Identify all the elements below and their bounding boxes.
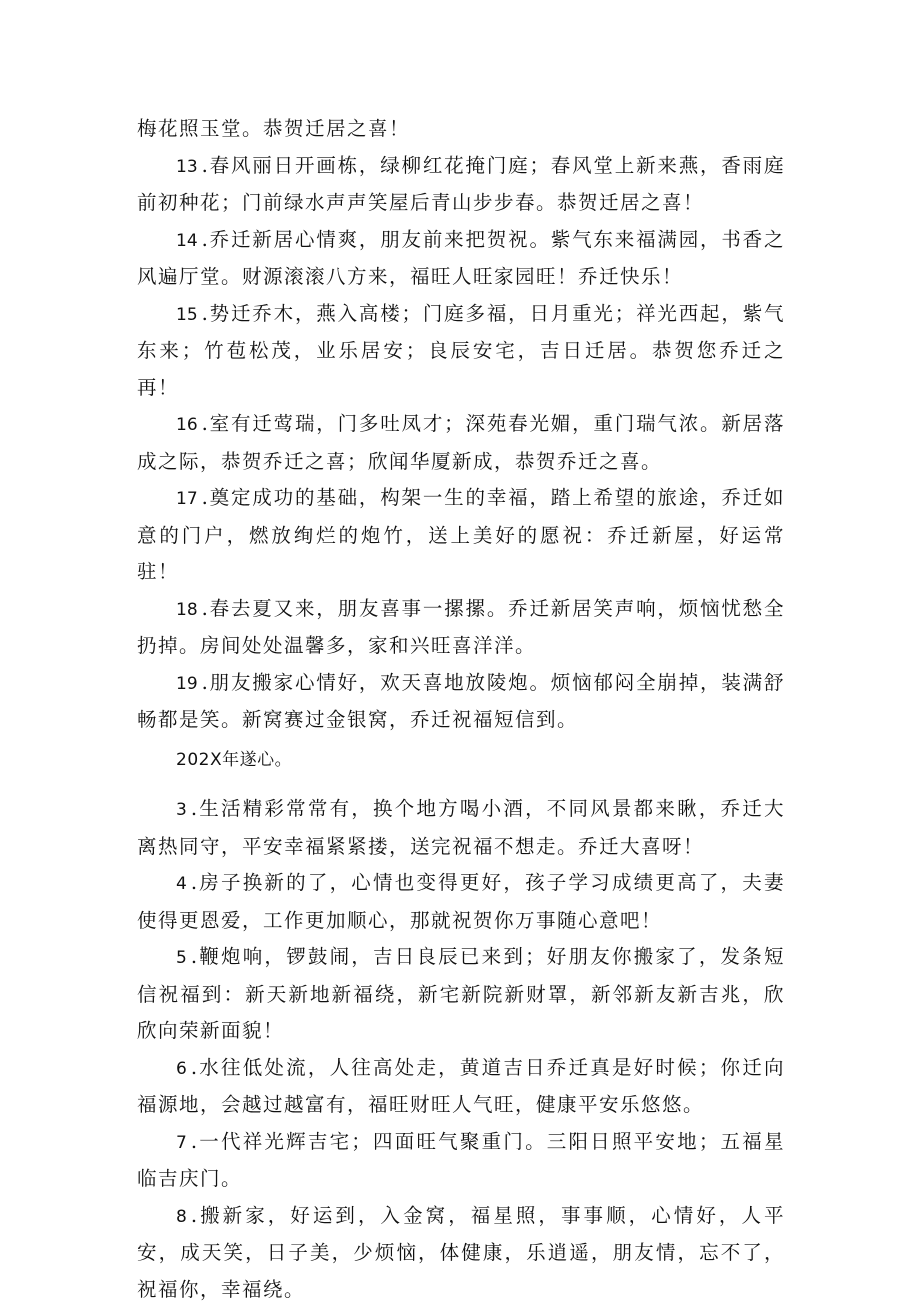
list-item bbox=[137, 148, 785, 222]
item-number: 5 bbox=[176, 948, 187, 968]
item-number: 4 bbox=[176, 874, 187, 894]
item-text: .水往低处流，人往高处走，黄道吉日乔迁真是好时候；你迁向福源地，会越过越富有，福旺财旺人气旺，健康平安乐悠悠。 bbox=[137, 1056, 785, 1117]
list-item bbox=[137, 939, 785, 1050]
item-text: .势迁乔木，燕入高楼；门庭多福，日月重光；祥光西起，紫气东来；竹苞松茂，业乐居安；良辰安宅，吉日迁居。恭贺您乔迁之再！ bbox=[137, 302, 785, 399]
list-item bbox=[137, 791, 785, 865]
list-item bbox=[137, 296, 785, 407]
list-item bbox=[137, 591, 785, 665]
list-item bbox=[137, 1198, 785, 1308]
item-number: 8 bbox=[176, 1207, 187, 1227]
standalone-line: 202X年遂心。 bbox=[137, 742, 785, 779]
item-text: .室有迁莺瑞，门多吐凤才；深苑春光媚，重门瑞气浓。新居落成之际，恭贺乔迁之喜；欣闻华厦新成，恭贺乔迁之喜。 bbox=[137, 412, 785, 473]
list-item bbox=[137, 1124, 785, 1198]
item-text: .朋友搬家心情好，欢天喜地放陵炮。烦恼郁闷全崩掉，装满舒畅都是笑。新窝赛过金银窝，乔迁祝福短信到。 bbox=[137, 671, 785, 732]
item-text: .一代祥光辉吉宅；四面旺气聚重门。三阳日照平安地；五福星临吉庆门。 bbox=[137, 1130, 785, 1191]
list-item bbox=[137, 222, 785, 296]
item-number: 16 bbox=[176, 415, 198, 435]
item-text: .春风丽日开画栋，绿柳红花掩门庭；春风堂上新来燕，香雨庭前初种花；门前绿水声声笑屋后青山步步春。恭贺迁居之喜！ bbox=[137, 154, 785, 215]
list-item bbox=[137, 406, 785, 480]
item-text: .生活精彩常常有，换个地方喝小酒，不同风景都来瞅，乔迁大离热同守，平安幸福紧紧搂，送完祝福不想走。乔迁大喜呀！ bbox=[137, 797, 785, 858]
list-item bbox=[137, 665, 785, 739]
document-body bbox=[137, 111, 785, 1308]
list-item bbox=[137, 865, 785, 939]
item-text: .搬新家，好运到，入金窝，福星照，事事顺，心情好，人平安，成天笑，日子美，少烦恼，体健康，乐逍遥，朋友情，忘不了，祝福你，幸福绕。 bbox=[137, 1204, 785, 1301]
item-number: 14 bbox=[176, 231, 198, 251]
item-text: .乔迁新居心情爽，朋友前来把贺祝。紫气东来福满园，书香之风遍厅堂。财源滚滚八方来，福旺人旺家园旺！乔迁快乐！ bbox=[137, 228, 785, 289]
item-number: 19 bbox=[176, 674, 198, 694]
item-text: .春去夏又来，朋友喜事一摞摞。乔迁新居笑声响，烦恼忧愁全扔掉。房间处处温馨多，家和兴旺喜洋洋。 bbox=[137, 597, 785, 658]
list-item bbox=[137, 480, 785, 591]
item-text: .房子换新的了，心情也变得更好，孩子学习成绩更高了，夫妻使得更恩爱，工作更加顺心，那就祝贺你万事随心意吧！ bbox=[137, 871, 785, 932]
item-number: 17 bbox=[176, 489, 198, 509]
intro-paragraph: 梅花照玉堂。恭贺迁居之喜！ bbox=[137, 111, 785, 148]
item-text: .鞭炮响，锣鼓闹，吉日良辰已来到；好朋友你搬家了，发条短信祝福到：新天新地新福绕，新宅新院新财罩，新邻新友新吉兆，欣欣向荣新面貌！ bbox=[137, 945, 785, 1042]
item-number: 3 bbox=[176, 800, 187, 820]
item-number: 18 bbox=[176, 600, 198, 620]
item-number: 6 bbox=[176, 1059, 187, 1079]
item-number: 7 bbox=[176, 1133, 187, 1153]
list-item bbox=[137, 1050, 785, 1124]
item-number: 13 bbox=[176, 157, 198, 177]
item-text: .奠定成功的基础，构架一生的幸福，踏上希望的旅途，乔迁如意的门户，燃放绚烂的炮竹，送上美好的愿祝：乔迁新屋，好运常驻！ bbox=[137, 486, 785, 583]
item-number: 15 bbox=[176, 305, 198, 325]
